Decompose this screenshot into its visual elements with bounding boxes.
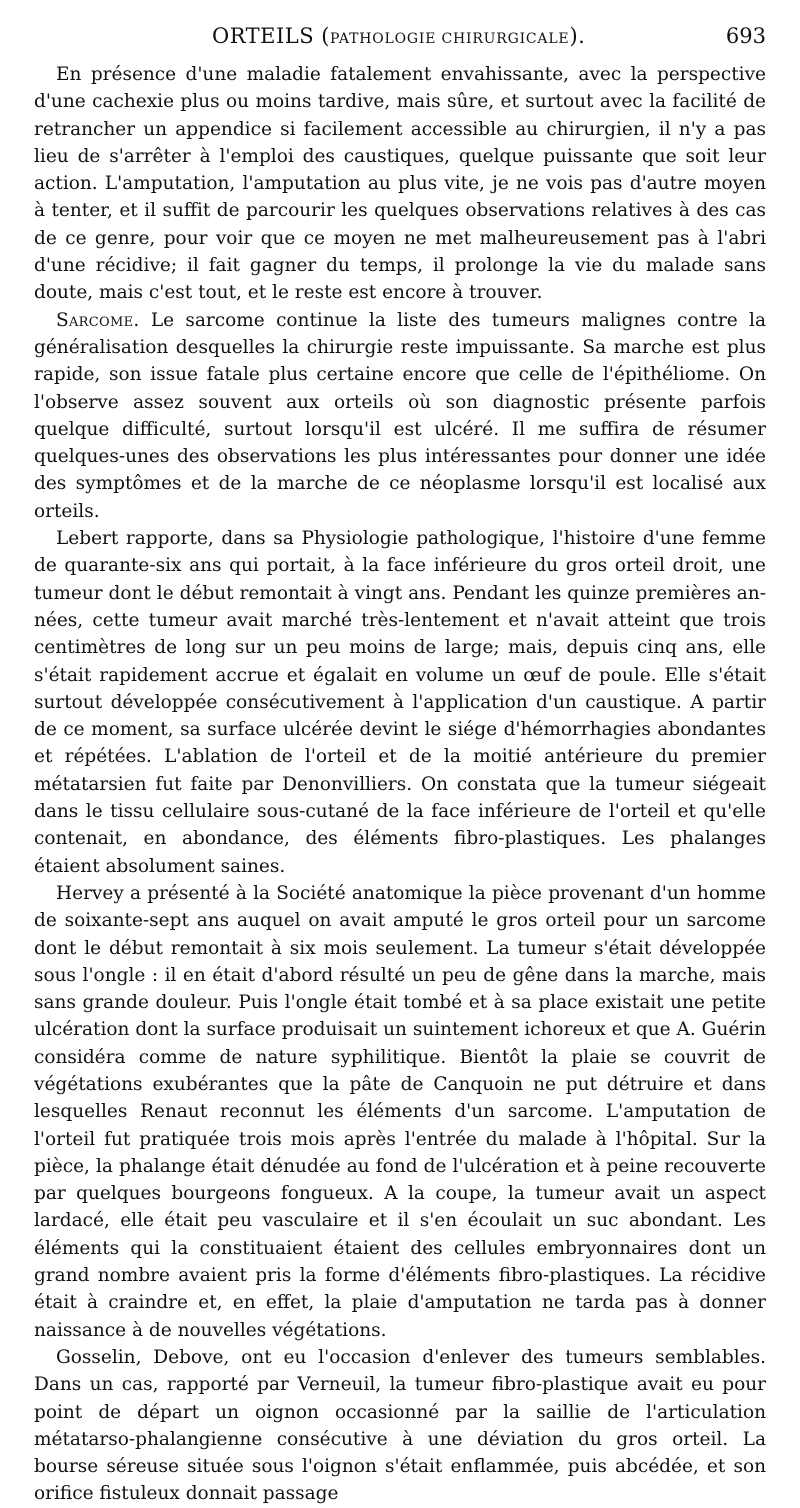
body-text xyxy=(34,61,766,1508)
paragraph-hervey xyxy=(34,880,766,1344)
paragraph-lebert xyxy=(34,525,766,880)
running-head-title-close: ). xyxy=(569,24,586,48)
page-number: 693 xyxy=(725,24,766,48)
paragraph-text: Lebert rapporte, dans sa Physiologie pathologique, l'histoire d'une femme de quarante-six ans qui portait, à la face inférieure du gros orteil droit, une tumeur dont le début remontait à vingt ans. Pendant les quinze premières années, cette tumeur avait marché très-lentement et n'avait atteint que trois centimètres de long sur un peu moins de large; mais, depuis cinq ans, elle s'était rapidement accrue et égalait en volume un œuf de poule. Elle s'était surtout développée consécutivement à l'application d'un caustique. A partir de ce moment, sa surface ulcérée devint le siége d'hémorrhagies abondantes et répétées. L'ablation de l'orteil et de la moitié antérieure du premier métatarsien fut faite par Denonvilliers. On constata que la tumeur siégeait dans le tissu cellulaire sous-cutané de la face inférieure de l'orteil et qu'elle contenait, en abondance, des éléments fibro-plastiques. Les phalanges étaient absolument saines. xyxy=(34,528,766,877)
paragraph-amputation xyxy=(34,61,766,307)
paragraph-sarcome xyxy=(34,307,766,525)
paragraph-gosselin xyxy=(34,1344,766,1508)
paragraph-text: Hervey a présenté à la Société anatomique la pièce provenant d'un homme de soixante-sept ans auquel on avait amputé le gros orteil pour un sarcome dont le début remontait à six mois seulement. La tumeur s'était développée sous l'ongle : il en était d'abord résulté un peu de gêne dans la marche, mais sans grande douleur. Puis l'ongle était tombé et à sa place existait une petite ulcération dont la surface produisait un suintement ichoreux et que A. Guérin considéra comme de nature syphilitique. Bientôt la plaie se couvrit de végétations exubérantes que la pâte de Canquoin ne put détruire et dans lesquelles Renaut reconnut les éléments d'un sarcome. L'amputation de l'orteil fut pratiquée trois mois après l'entrée du malade à l'hôpital. Sur la pièce, la phalange était dénudée au fond de l'ulcération et à peine recouverte par quelques bourgeons fongueux. A la coupe, la tumeur avait un aspect lardacé, elle était peu vasculaire et il s'en écoulait un suc abondant. Les éléments qui la constituaient étaient des cellules embryonnaires dont un grand nombre avaient pris la forme d'éléments fibro-plastiques. La récidive était à craindre et, en effet, la plaie d'amputation ne tarda pas à donner naissance à de nouvelles végétations. xyxy=(34,882,766,1341)
book-page xyxy=(34,0,766,1505)
paragraph-text: En présence d'une maladie fatalement envahissante, avec la perspective d'une cachexie plus ou moins tardive, mais sûre, et surtout avec la facilité de retrancher un appendice si facilement accessible au chirurgien, il n'y a pas lieu de s'arrêter à l'emploi des caustiques, quelque puissante que soit leur action. L'amputation, l'amputation au plus vite, je ne vois pas d'autre moyen à tenter, et il suffit de parcourir les quelques observations relatives à des cas de ce genre, pour voir que ce moyen ne met malheureusement pas à l'abri d'une récidive; il fait gagner du temps, il prolonge la vie du malade sans doute, mais c'est tout, et le reste est encore à trouver. xyxy=(34,64,766,304)
running-head xyxy=(34,24,766,54)
running-head-title-sub: PATHOLOGIE CHIRURGICALE xyxy=(330,31,570,47)
section-run-in-heading: Sarcome. xyxy=(56,309,140,331)
running-head-title-main: ORTEILS ( xyxy=(212,24,330,48)
paragraph-text: Le sarcome continue la liste des tumeurs malignes contre la généralisation desquelles la chirurgie reste impuissante. Sa marche est plus rapide, son issue fatale plus certaine encore que celle de l'épithéliome. On l'observe assez souvent aux orteils où son diagnostic présente parfois quelque difficulté, surtout lorsqu'il est ulcéré. Il me suffira de résumer quelques-unes des observations les plus intéressantes pour donner une idée des symptômes et de la marche de ce néoplasme lorsqu'il est localisé aux orteils. xyxy=(34,309,766,522)
paragraph-text: Gosselin, Debove, ont eu l'occasion d'enlever des tumeurs semblables. Dans un cas, rapporté par Verneuil, la tumeur fibro-plastique avait eu pour point de départ un oignon occasionné par la saillie de l'articulation métatarso-phalangienne consécutive à une déviation du gros orteil. La bourse séreuse située sous l'oignon s'était enflammée, puis abcédée, et son orifice fistuleux donnait passage xyxy=(34,1346,766,1505)
running-head-title xyxy=(212,24,585,48)
